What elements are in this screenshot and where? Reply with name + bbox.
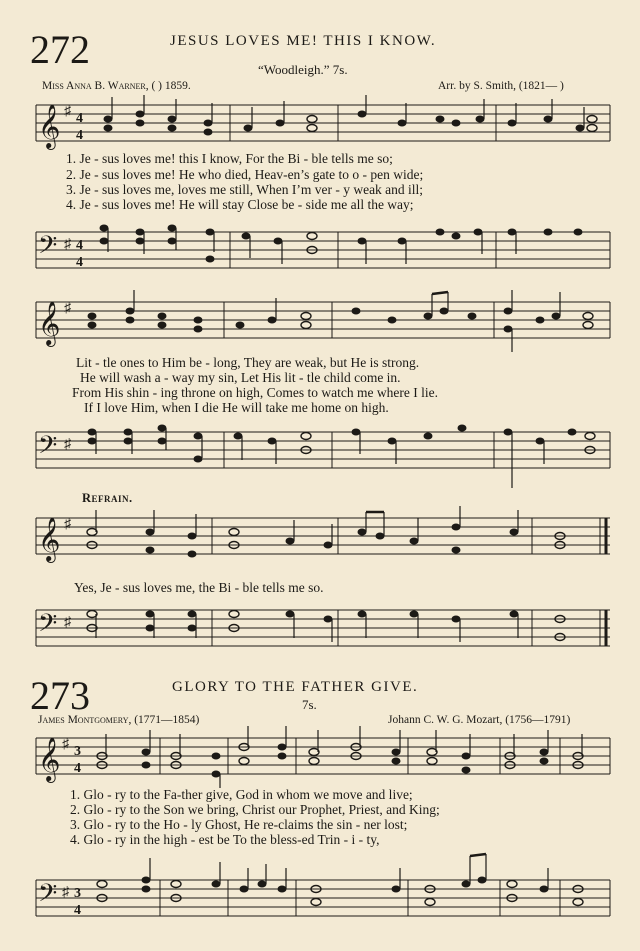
hymn-title: GLORY TO THE FATHER GIVE. <box>172 679 419 695</box>
verse-line: If I love Him, when I die He will take me home on high. <box>84 400 389 415</box>
svg-text:3: 3 <box>74 744 81 759</box>
svg-text:4: 4 <box>76 255 83 270</box>
author-credit: Miss Anna B. Warner, ( ) 1859. <box>42 80 191 92</box>
tune-name: “Woodleigh.” 7s. <box>258 62 348 77</box>
verse-line: 4. Glo - ry in the high - est be To the bless-ed Trin - i - ty, <box>70 832 380 847</box>
svg-text:4: 4 <box>76 128 83 143</box>
svg-text:♯: ♯ <box>64 104 71 119</box>
svg-text:𝄢: 𝄢 <box>38 880 58 913</box>
verse-line: 1. Glo - ry to the Fa-ther give, God in whom we move and live; <box>70 787 413 802</box>
verse-line: From His shin - ing throne on high, Comes to watch me where I lie. <box>72 385 438 400</box>
music-staff <box>0 95 640 155</box>
tune-name: 7s. <box>302 697 317 712</box>
svg-text:4: 4 <box>76 238 83 253</box>
svg-text:𝄢: 𝄢 <box>38 432 58 465</box>
refrain-line: Yes, Je - sus loves me, the Bi - ble tells me so. <box>74 580 324 595</box>
verse-line: 3. Glo - ry to the Ho - ly Ghost, He re-claims the sin - ner lost; <box>70 817 408 832</box>
svg-text:4: 4 <box>76 111 83 126</box>
author-credit: James Montgomery, (1771—1854) <box>38 714 200 726</box>
music-staff <box>0 504 640 576</box>
svg-text:♯: ♯ <box>62 885 69 900</box>
verse-line: 3. Je - sus loves me, loves me still, When I’m ver - y weak and ill; <box>66 182 424 197</box>
svg-text:♯: ♯ <box>64 237 71 252</box>
verse-line: Lit - tle ones to Him be - long, They are weak, but He is strong. <box>76 355 420 370</box>
hymn-title: JESUS LOVES ME! THIS I KNOW. <box>170 33 437 49</box>
arranger-credit: Arr. by S. Smith, (1821— ) <box>438 80 564 92</box>
verse-line: 2. Je - sus loves me! He who died, Heav-en’s gate to o - pen wide; <box>66 167 424 182</box>
verse-line: He will wash a - way my sin, Let His lit - tle child come in. <box>80 370 401 385</box>
svg-text:♯: ♯ <box>62 737 69 752</box>
music-staff <box>0 218 640 278</box>
svg-text:3: 3 <box>74 886 81 901</box>
svg-text:♯: ♯ <box>64 301 71 316</box>
verse-line: 4. Je - sus loves me! He will stay Close be - side me all the way; <box>66 197 414 212</box>
hymn-number: 272 <box>30 27 90 72</box>
music-staff <box>0 726 640 794</box>
verse-line: 2. Glo - ry to the Son we bring, Christ our Prophet, Priest, and King; <box>70 802 440 817</box>
svg-text:𝄞: 𝄞 <box>38 303 61 345</box>
svg-text:𝄢: 𝄢 <box>38 232 58 265</box>
music-staff <box>0 288 640 360</box>
music-staff <box>0 418 640 490</box>
svg-text:𝄞: 𝄞 <box>38 519 61 561</box>
svg-text:𝄢: 𝄢 <box>38 610 58 643</box>
refrain-label: Refrain. <box>82 491 133 505</box>
svg-text:♯: ♯ <box>64 437 71 452</box>
music-staff <box>0 598 640 662</box>
svg-text:4: 4 <box>74 761 81 776</box>
verse-line: 1. Je - sus loves me! this I know, For the Bi - ble tells me so; <box>66 151 393 166</box>
svg-text:4: 4 <box>74 903 81 918</box>
svg-text:♯: ♯ <box>64 517 71 532</box>
svg-text:𝄞: 𝄞 <box>38 739 61 781</box>
music-staff <box>0 850 640 920</box>
svg-text:♯: ♯ <box>64 615 71 630</box>
hymn-number: 273 <box>30 673 90 718</box>
composer-credit: Johann C. W. G. Mozart, (1756—1791) <box>388 714 571 726</box>
svg-text:𝄞: 𝄞 <box>38 106 61 148</box>
